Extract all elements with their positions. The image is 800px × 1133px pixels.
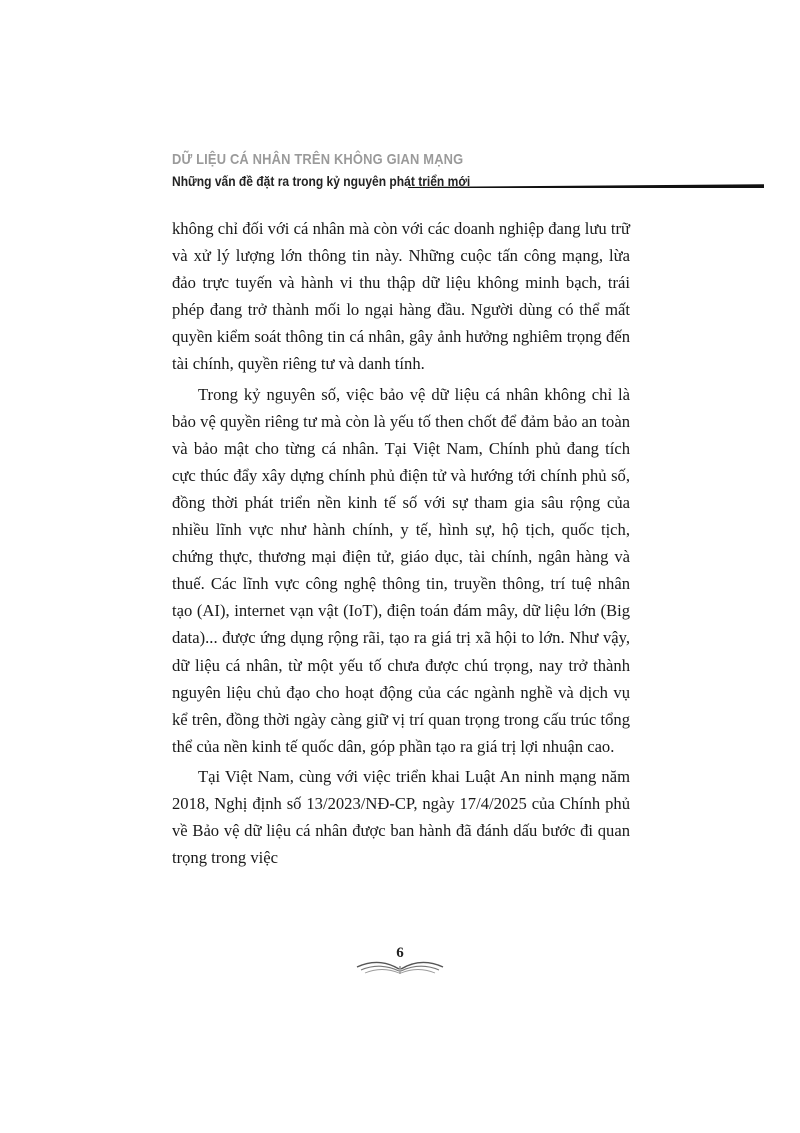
book-subtitle: Những vấn đề đặt ra trong kỷ nguyên phát triển mới (172, 173, 471, 189)
paragraph-1: không chỉ đối với cá nhân mà còn với các doanh nghiệp đang lưu trữ và xử lý lượng lớn thông tin này. Những cuộc tấn công mạng, lừa đảo trực tuyến và hành vi thu thập dữ liệu không minh bạch, trái phép đang trở thành mối lo ngại hàng đầu. Người dùng có thể mất quyền kiểm soát thông tin cá nhân, gây ảnh hưởng nghiêm trọng đến tài chính, quyền riêng tư và danh tính. (172, 219, 630, 374)
open-book-icon (355, 955, 445, 975)
header-rule (408, 184, 764, 188)
body-text (172, 215, 630, 871)
page-footer (355, 945, 445, 975)
book-title: DỮ LIỆU CÁ NHÂN TRÊN KHÔNG GIAN MẠNG (172, 151, 464, 168)
page-number: 6 (396, 945, 404, 961)
paragraph-2: Trong kỷ nguyên số, việc bảo vệ dữ liệu cá nhân không chỉ là bảo vệ quyền riêng tư mà còn là yếu tố then chốt để đảm bảo an toàn và bảo mật cho từng cá nhân. Tại Việt Nam, Chính phủ đang tích cực thúc đẩy xây dựng chính phủ điện tử và hướng tới chính phủ số, đồng thời phát triển nền kinh tế số với sự tham gia sâu rộng của nhiều lĩnh vực như hành chính, y tế, hình sự, hộ tịch, quốc tịch, chứng thực, thương mại điện tử, giáo dục, tài chính, ngân hàng và thuế. Các lĩnh vực công nghệ thông tin, truyền thông, trí tuệ nhân tạo (AI), internet vạn vật (IoT), điện toán đám mây, dữ liệu lớn (Big data)... được ứng dụng rộng rãi, tạo ra giá trị xã hội to lớn. Như vậy, dữ liệu cá nhân, từ một yếu tố chưa được chú trọng, nay trở thành nguyên liệu chủ đạo cho hoạt động của các ngành nghề và dịch vụ kể trên, đồng thời ngày càng giữ vị trí quan trọng trong cấu trúc tổng thể của nền kinh tế quốc dân, góp phần tạo ra giá trị lợi nhuận cao. (172, 384, 630, 756)
paragraph-3: Tại Việt Nam, cùng với việc triển khai Luật An ninh mạng năm 2018, Nghị định số 13/2023/NĐ-CP, ngày 17/4/2025 của Chính phủ về Bảo vệ dữ liệu cá nhân được ban hành đã đánh dấu bước đi quan trọng trong việc (172, 766, 630, 868)
